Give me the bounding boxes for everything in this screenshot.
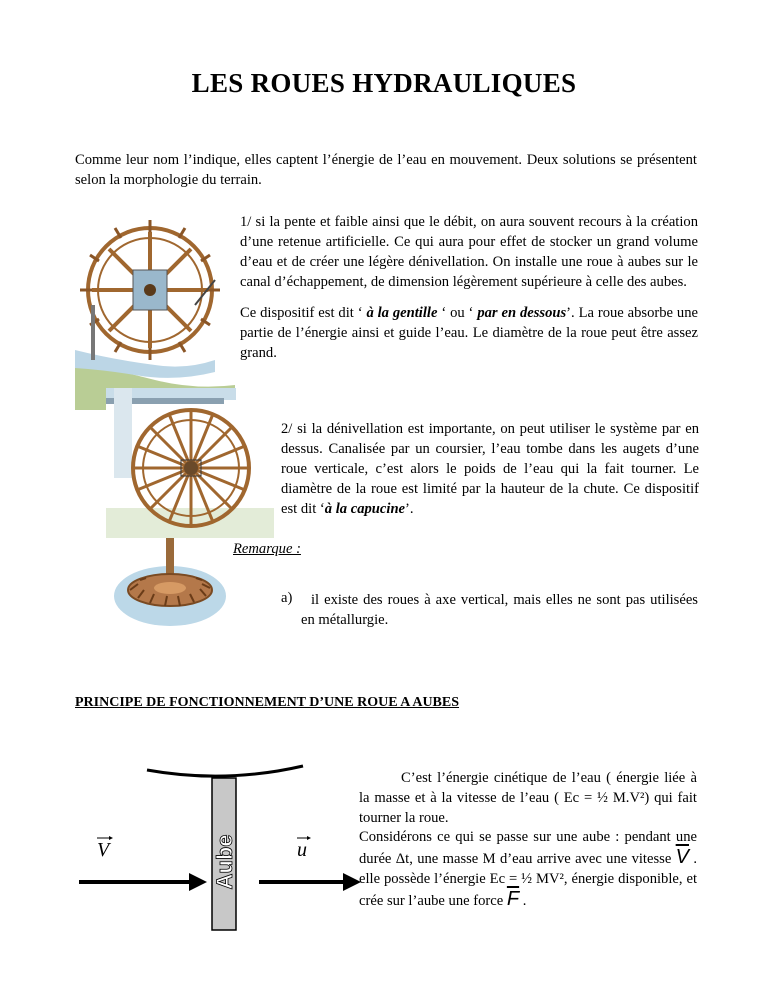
text-run: . elle possède l’énergie Ec = ½ MV², énergie disponible, et crée sur l’aube une force <box>359 851 697 909</box>
velocity-v-label: V <box>97 839 110 861</box>
text-run: 2/ si la dénivellation est importante, on peut utiliser le système par en dessus. Canalisée par un coursier, l’eau tombe dans les augets d’une roue verticale, c’est alors le poids de l’eau qui la fait tourner. Le diamètre de la roue est limité par la hauteur de la chute. Ce dispositif est dit ‘ <box>281 421 699 517</box>
remarque-item-marker: a) <box>281 590 293 606</box>
intro-paragraph: Comme leur nom l’indique, elles captent l’énergie de l’eau en mouvement. Deux solutions se présentent selon la morphologie du terrain. <box>75 152 697 188</box>
section2-paragraph <box>281 419 699 519</box>
remarque-heading: Remarque : <box>233 541 301 557</box>
text-run: Considérons ce qui se passe sur une aube : pendant une durée Δt, une masse M d’eau arrive avec une vitesse <box>359 829 697 867</box>
incoming-water-arrowhead <box>189 873 207 891</box>
principle-paragraph-2 <box>359 827 697 911</box>
text-run: ’. <box>405 501 414 517</box>
vertical-axis-wheel-illustration <box>110 538 232 638</box>
text-run: ’. La roue absorbe une partie de l’énergie ainsi et guide l’eau. Le diamètre de la roue peut être assez grand. <box>240 305 698 361</box>
text-run: Ce dispositif est dit ‘ <box>240 305 367 321</box>
text-run: . <box>519 893 527 909</box>
emphasis-par-en-dessous: par en dessous <box>477 305 567 321</box>
vector-v-inline: $\overline{V}$ <box>675 846 689 868</box>
section-heading-principle: PRINCIPE DE FONCTIONNEMENT D’UNE ROUE A AUBES <box>75 695 460 710</box>
section1-paragraph-b <box>240 303 698 363</box>
page-title: LES ROUES HYDRAULIQUES <box>191 68 577 98</box>
undershot-wheel-illustration <box>75 210 235 410</box>
overshot-wheel-illustration <box>106 388 274 538</box>
remarque-item-text: il existe des roues à axe vertical, mais elles ne sont pas utilisées en métallurgie. <box>301 592 698 628</box>
aube-force-diagram <box>75 762 375 932</box>
vector-f-inline: $\overline{F}$ <box>506 888 520 910</box>
emphasis-gentille: à la gentille <box>366 305 438 321</box>
emphasis-capucine: à la capucine <box>324 501 406 517</box>
section1-paragraph-a: 1/ si la pente et faible ainsi que le débit, on aura souvent recours à la création d’une retenue artificielle. Ce qui aura pour effet de stocker un grand volume d’eau et de créer une légère dénivellation. On installe une roue à aubes sur le canal d’échappement, de dimension légèrement supérieure à celle des aubes. <box>240 214 698 290</box>
principle-paragraph-1: C’est l’énergie cinétique de l’eau ( énergie liée à la masse et à la vitesse de l’eau ( Ec = ½ M.V²) qui fait tourner la roue. <box>359 770 697 826</box>
aube-label: Aube <box>212 834 237 890</box>
velocity-u-label: u <box>297 839 307 861</box>
wheel-rim-arc <box>147 766 303 776</box>
text-run: ‘ ou ‘ <box>437 305 478 321</box>
